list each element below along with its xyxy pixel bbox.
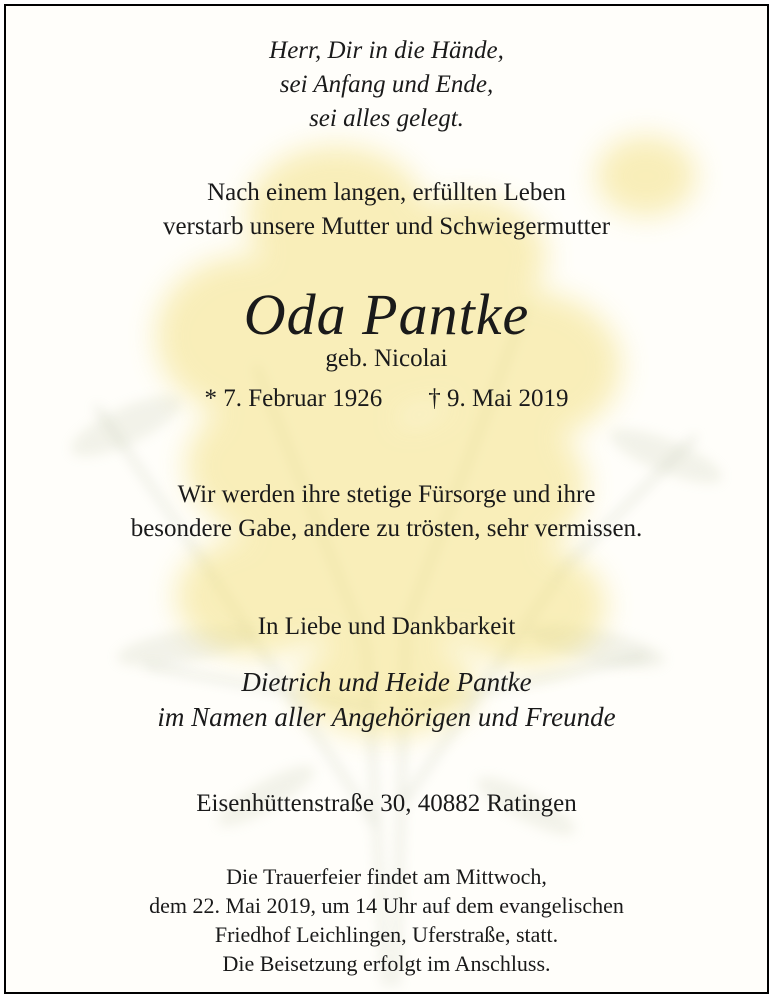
funeral-line: Die Trauerfeier findet am Mittwoch, (226, 864, 547, 889)
verse-line: Herr, Dir in die Hände, (269, 37, 504, 64)
death-date: † 9. Mai 2019 (428, 385, 569, 412)
opening-verse (6, 34, 767, 136)
funeral-info (6, 862, 767, 978)
signers (6, 665, 767, 735)
funeral-line: Friedhof Leichlingen, Uferstraße, statt. (214, 922, 559, 947)
intro-line: verstarb unsere Mutter und Schwiegermutter (162, 213, 611, 240)
verse-line: sei Anfang und Ende, (279, 71, 494, 98)
verse-line: sei alles gelegt. (309, 105, 464, 132)
funeral-line: dem 22. Mai 2019, um 14 Uhr auf dem evangelischen (149, 893, 624, 918)
signer-line: im Namen aller Angehörigen und Freunde (157, 702, 616, 732)
tribute-line: besondere Gabe, andere zu trösten, sehr vermissen. (130, 515, 643, 542)
signer-line: Dietrich und Heide Pantke (241, 667, 532, 697)
tribute-text (6, 478, 767, 546)
closing-phrase: In Liebe und Dankbarkeit (257, 613, 516, 640)
intro-line: Nach einem langen, erfüllten Leben (207, 179, 566, 206)
tribute-line: Wir werden ihre stetige Fürsorge und ihre (177, 481, 596, 508)
deceased-name: Oda Pantke (243, 282, 530, 347)
intro-text (6, 176, 767, 244)
obituary-notice (4, 4, 769, 994)
maiden-name: geb. Nicolai (325, 345, 448, 372)
family-address: Eisenhüttenstraße 30, 40882 Ratingen (196, 790, 577, 817)
funeral-line: Die Beisetzung erfolgt im Anschluss. (222, 951, 551, 976)
birth-date: * 7. Februar 1926 (204, 385, 383, 412)
life-dates (6, 382, 767, 416)
